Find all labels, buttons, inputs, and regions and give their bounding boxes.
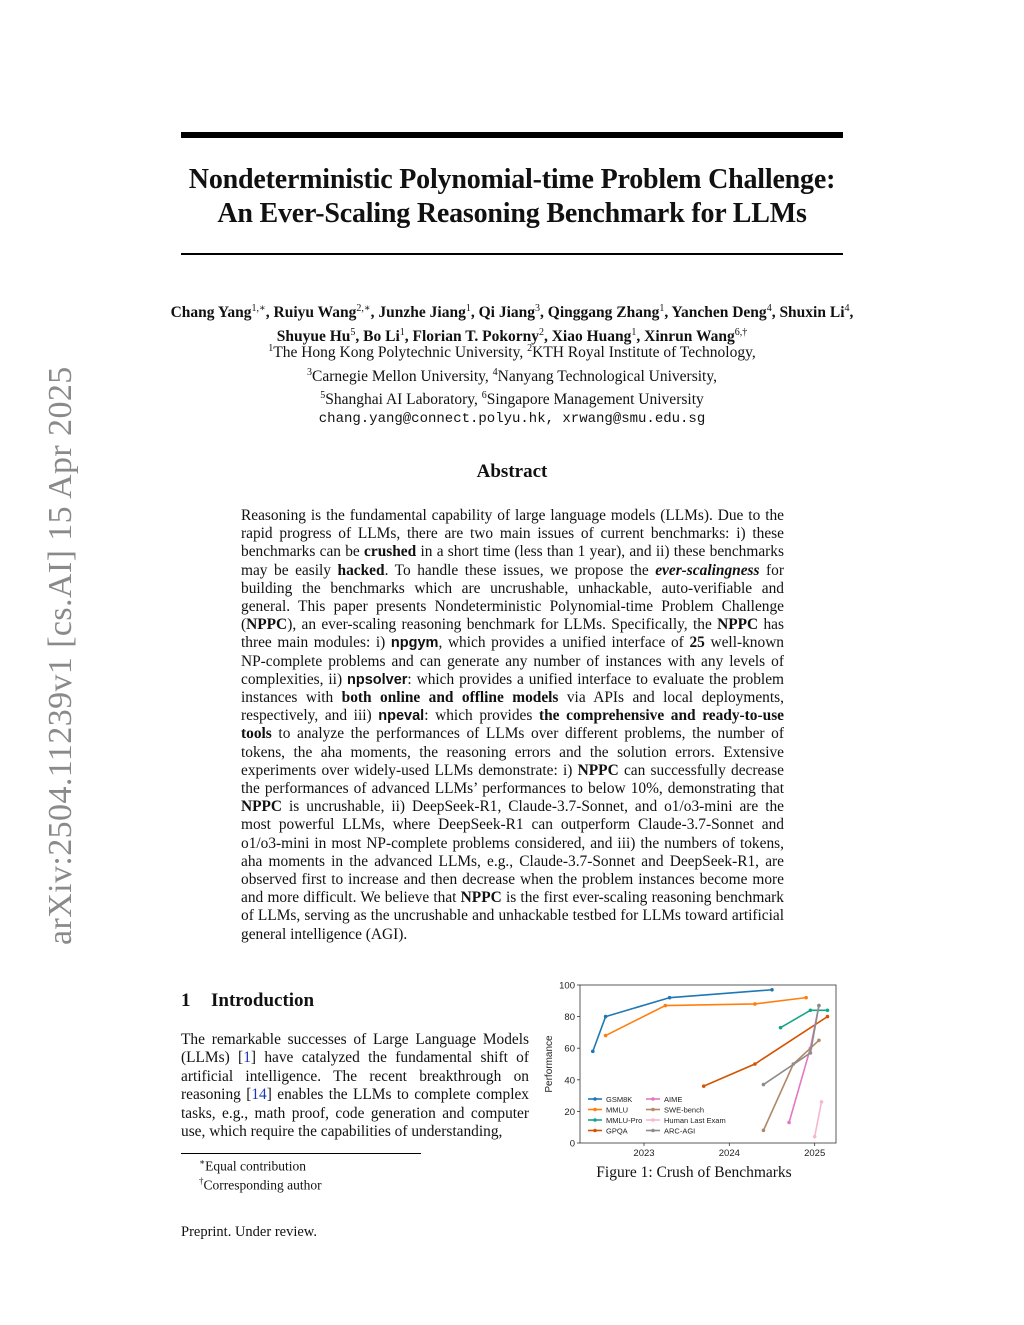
footnote-corresponding bbox=[199, 1176, 322, 1194]
data-point bbox=[591, 1050, 595, 1054]
affil-name: Nanyang Technological University, bbox=[497, 367, 717, 385]
affil-mark: 1 bbox=[268, 343, 274, 354]
x-tick-label: 2024 bbox=[718, 1148, 740, 1159]
affil-line-2 bbox=[150, 363, 874, 387]
data-point bbox=[820, 1100, 824, 1104]
legend-label: MMLU bbox=[606, 1105, 629, 1115]
author-line-2: Shuyue Hu$^5$, Bo Li$^1$, Florian T. Pokorny$^2$, Xiao Huang$^1$, Xinrun Wang$^{6,\dagger}$ bbox=[276, 327, 748, 346]
legend-label: AIME bbox=[664, 1095, 683, 1104]
y-axis-label: Performance bbox=[544, 1035, 555, 1093]
affiliations bbox=[150, 339, 874, 429]
y-tick-label: 0 bbox=[569, 1138, 575, 1150]
legend-label: MMLU-Pro bbox=[606, 1116, 643, 1125]
title-rule-top bbox=[181, 132, 843, 138]
legend-label: GSM8K bbox=[606, 1095, 633, 1104]
section-heading bbox=[181, 990, 314, 1012]
section-number: 1 bbox=[181, 990, 191, 1011]
affil-name: Carnegie Mellon University, bbox=[312, 367, 489, 385]
author-affil-mark: 1 bbox=[631, 327, 637, 339]
abstract-segment: ), an ever-scaling reasoning benchmark for LLMs. Specifically, the bbox=[287, 616, 718, 634]
y-tick-label: 20 bbox=[564, 1106, 575, 1118]
data-point bbox=[826, 1015, 830, 1019]
data-point bbox=[753, 1002, 757, 1006]
author-name: Qi Jiang bbox=[478, 304, 536, 322]
section-title: Introduction bbox=[211, 990, 315, 1011]
legend-marker bbox=[593, 1118, 597, 1122]
y-tick-label: 40 bbox=[564, 1075, 575, 1087]
abstract-segment: NPPC bbox=[460, 889, 502, 907]
data-point bbox=[813, 1135, 817, 1139]
abstract-segment: NPPC bbox=[717, 616, 759, 634]
abstract-segment: via APIs and local deployments, respectively, and iii) bbox=[241, 689, 784, 725]
legend-marker bbox=[593, 1129, 597, 1133]
intro-paragraph bbox=[181, 1031, 529, 1141]
abstract-segment: both online and offline models bbox=[341, 689, 559, 707]
affil-line-3 bbox=[150, 386, 874, 410]
intro-segment: The remarkable successes of Large Language Models (LLMs) [ bbox=[181, 1031, 529, 1067]
y-tick-label: 60 bbox=[564, 1043, 575, 1055]
abstract-segment: NPPC bbox=[577, 761, 619, 779]
abstract-segment: the comprehensive and ready-to-use tools bbox=[241, 707, 785, 743]
legend-marker bbox=[651, 1118, 655, 1122]
intro-segment[interactable]: 14 bbox=[251, 1086, 267, 1104]
footnote-mark: † bbox=[199, 1176, 204, 1186]
author-name: Shuxin Li bbox=[779, 304, 845, 322]
abstract-segment: is the first ever-scaling reasoning benchmark of LLMs, serving as the uncrushable and unhackable testbed for LLMs toward artificial general intelligence (AGI). bbox=[241, 889, 784, 943]
legend-marker bbox=[651, 1129, 655, 1133]
title-line-1: Nondeterministic Polynomial-time Problem Challenge: bbox=[188, 164, 836, 195]
footnote-mark: ∗ bbox=[199, 1157, 206, 1167]
abstract-segment: hacked bbox=[337, 561, 385, 579]
data-point bbox=[770, 988, 774, 992]
abstract-body bbox=[241, 507, 784, 944]
x-tick-label: 2025 bbox=[804, 1148, 826, 1159]
author-name: Chang Yang bbox=[170, 304, 252, 322]
author-name: Shuyue Hu bbox=[276, 328, 351, 346]
footnote-rule bbox=[181, 1153, 421, 1154]
author-affil-mark: 3 bbox=[535, 303, 541, 314]
author-emails: chang.yang@connect.polyu.hk, xrwang@smu.edu.sg bbox=[318, 410, 706, 427]
author-name: Xinrun Wang bbox=[644, 328, 735, 346]
y-tick-label: 100 bbox=[559, 980, 575, 992]
series-line-gsm8k bbox=[593, 990, 772, 1052]
footnote-text: Equal contribution bbox=[205, 1158, 306, 1174]
data-point bbox=[762, 1129, 766, 1133]
legend-marker bbox=[651, 1097, 655, 1101]
data-point bbox=[762, 1083, 766, 1087]
affil-line-1 bbox=[150, 339, 874, 363]
abstract-segment: crushed bbox=[364, 543, 417, 561]
abstract-segment: , which provides a unified interface of bbox=[438, 634, 690, 652]
author-affil-mark: 4 bbox=[766, 303, 772, 314]
author-name: Xiao Huang bbox=[551, 328, 632, 346]
abstract-segment: NPPC bbox=[241, 798, 283, 816]
data-point bbox=[787, 1121, 791, 1125]
abstract-segment: well-known NP-complete problems and can generate any number of instances with any levels of complexities, ii) bbox=[241, 634, 784, 688]
series-line-mmlu bbox=[606, 998, 807, 1036]
legend-marker bbox=[593, 1108, 597, 1112]
abstract-segment: for building the benchmarks which are uncrushable, unhackable, auto-verifiable and general. This paper presents Nondeterministic Polynomial-time Problem Challenge ( bbox=[241, 561, 784, 634]
abstract-segment: npgym bbox=[390, 635, 439, 652]
abstract-segment: 25 bbox=[689, 634, 705, 652]
abstract-segment: npeval bbox=[378, 708, 425, 725]
affil-name: Singapore Management University bbox=[486, 391, 704, 409]
author-affil-mark: 1 bbox=[465, 303, 471, 314]
legend-label: SWE-bench bbox=[664, 1105, 705, 1115]
y-tick-label: 80 bbox=[564, 1012, 575, 1024]
author-name: Bo Li bbox=[363, 328, 400, 346]
figure-caption: Figure 1: Crush of Benchmarks bbox=[596, 1164, 792, 1181]
data-point bbox=[604, 1015, 608, 1019]
data-point bbox=[817, 1039, 821, 1043]
author-affil-mark: 4 bbox=[844, 303, 850, 314]
abstract-segment: npsolver bbox=[346, 671, 408, 688]
abstract-segment: Reasoning is the fundamental capability of large language models (LLMs). Due to the rapid progress of LLMs, there are two main issues of current benchmarks: i) these benchmarks can be bbox=[241, 507, 784, 561]
affil-name: KTH Royal Institute of Technology, bbox=[532, 344, 756, 362]
abstract-segment: : which provides a unified interface to evaluate the problem instances with bbox=[241, 670, 784, 707]
legend-marker bbox=[651, 1108, 655, 1112]
legend-label: GPQA bbox=[606, 1126, 628, 1136]
data-point bbox=[826, 1008, 830, 1012]
series-line-mmlu-pro bbox=[781, 1010, 828, 1027]
data-point bbox=[753, 1062, 757, 1066]
author-affil-mark: 5 bbox=[350, 327, 356, 339]
abstract-heading: Abstract bbox=[476, 461, 548, 482]
author-affil-mark: 1 bbox=[399, 327, 405, 339]
title-line-2: An Ever-Scaling Reasoning Benchmark for LLMs bbox=[217, 198, 807, 229]
page-footer: Preprint. Under review. bbox=[181, 1224, 317, 1240]
crush-of-benchmarks-chart bbox=[540, 975, 845, 1160]
intro-segment: ] enables the LLMs to complete complex tasks, e.g., math proof, code generation and computer use, which require the capabilities of understanding, bbox=[181, 1086, 530, 1141]
author-name: Qinggang Zhang bbox=[547, 304, 660, 322]
data-point bbox=[809, 1008, 813, 1012]
affil-mark: 3 bbox=[307, 366, 313, 378]
abstract-segment: is uncrushable, ii) DeepSeek-R1, Claude-3.7-Sonnet, and o1/o3-mini are the most powerful LLMs, where DeepSeek-R1 can outperform Claude-3.7-Sonnet and o1/o3-mini in most NP-complete problems considered, and iii) the numbers of tokens, aha moments in the advanced LLMs, e.g., Claude-3.7-Sonnet and DeepSeek-R1, are observed first to increase and then decrease when the problem instances become more and more difficult. We believe that bbox=[241, 798, 784, 907]
data-point bbox=[809, 1051, 813, 1055]
author-affil-mark: 6,† bbox=[734, 327, 748, 339]
author-name: Florian T. Pokorny bbox=[412, 328, 539, 346]
intro-segment: ] have catalyzed the fundamental shift of artificial intelligence. The recent breakthrough on reasoning [ bbox=[181, 1049, 530, 1104]
abstract-segment: . To handle these issues, we propose the bbox=[384, 561, 656, 579]
author-affil-mark: 1,∗ bbox=[251, 303, 266, 314]
author-name: Junzhe Jiang bbox=[378, 304, 466, 322]
arxiv-side-label: arXiv:2504.11239v1 [cs.AI] 15 Apr 2025 bbox=[42, 366, 79, 945]
abstract-segment: in a short time (less than 1 year), and ii) these benchmarks may be easily bbox=[241, 543, 784, 579]
author-affil-mark: 1 bbox=[659, 303, 665, 314]
affil-mark: 6 bbox=[481, 390, 487, 402]
affil-name: Shanghai AI Laboratory, bbox=[325, 391, 478, 409]
abstract-segment: : which provides bbox=[424, 707, 539, 725]
author-affil-mark: 2 bbox=[538, 327, 544, 339]
abstract-segment: NPPC bbox=[246, 616, 288, 634]
footnote-equal bbox=[199, 1157, 306, 1175]
author-line-1: Chang Yang$^{1,∗}$, Ruiyu Wang$^{2,∗}$, Junzhe Jiang$^1$, Qi Jiang$^3$, Qinggang Zhang$^1$, Yanchen Deng$^4$, Shuxin Li$^4$, bbox=[170, 303, 854, 322]
abstract-segment: to analyze the performances of LLMs over different problems, the number of tokens, the aha moments, the reasoning errors and the solution errors. Extensive experiments over widely-used LLMs demonstrate: i) bbox=[241, 725, 784, 779]
footnote-text: Corresponding author bbox=[203, 1177, 322, 1193]
data-point bbox=[668, 996, 672, 1000]
data-point bbox=[702, 1084, 706, 1088]
affil-mark: 4 bbox=[492, 366, 498, 378]
author-name: Ruiyu Wang bbox=[273, 304, 357, 322]
paper-title bbox=[150, 163, 874, 231]
affil-mark: 2 bbox=[527, 343, 533, 354]
intro-segment[interactable]: 1 bbox=[243, 1049, 251, 1067]
x-tick-label: 2023 bbox=[633, 1148, 655, 1159]
data-point bbox=[664, 1004, 668, 1008]
series-line-human-last-exam bbox=[815, 1102, 822, 1137]
affil-mark: 5 bbox=[320, 390, 326, 402]
abstract-segment: has three main modules: i) bbox=[241, 616, 784, 652]
legend-label: Human Last Exam bbox=[664, 1116, 726, 1125]
data-point bbox=[779, 1026, 783, 1030]
title-rule-bottom bbox=[181, 253, 843, 255]
legend-marker bbox=[593, 1097, 597, 1101]
author-name: Yanchen Deng bbox=[671, 304, 767, 322]
data-point bbox=[804, 996, 808, 1000]
abstract-segment: ever-scalingness bbox=[655, 561, 760, 579]
legend-label: ARC-AGI bbox=[664, 1126, 696, 1136]
data-point bbox=[604, 1034, 608, 1038]
data-point bbox=[817, 1004, 821, 1008]
author-affil-mark: 2,∗ bbox=[356, 303, 371, 314]
abstract-segment: can successfully decrease the performances of advanced LLMs’ performances to below 10%, demonstrating that bbox=[241, 761, 784, 798]
affil-name: The Hong Kong Polytechnic University, bbox=[273, 344, 524, 362]
